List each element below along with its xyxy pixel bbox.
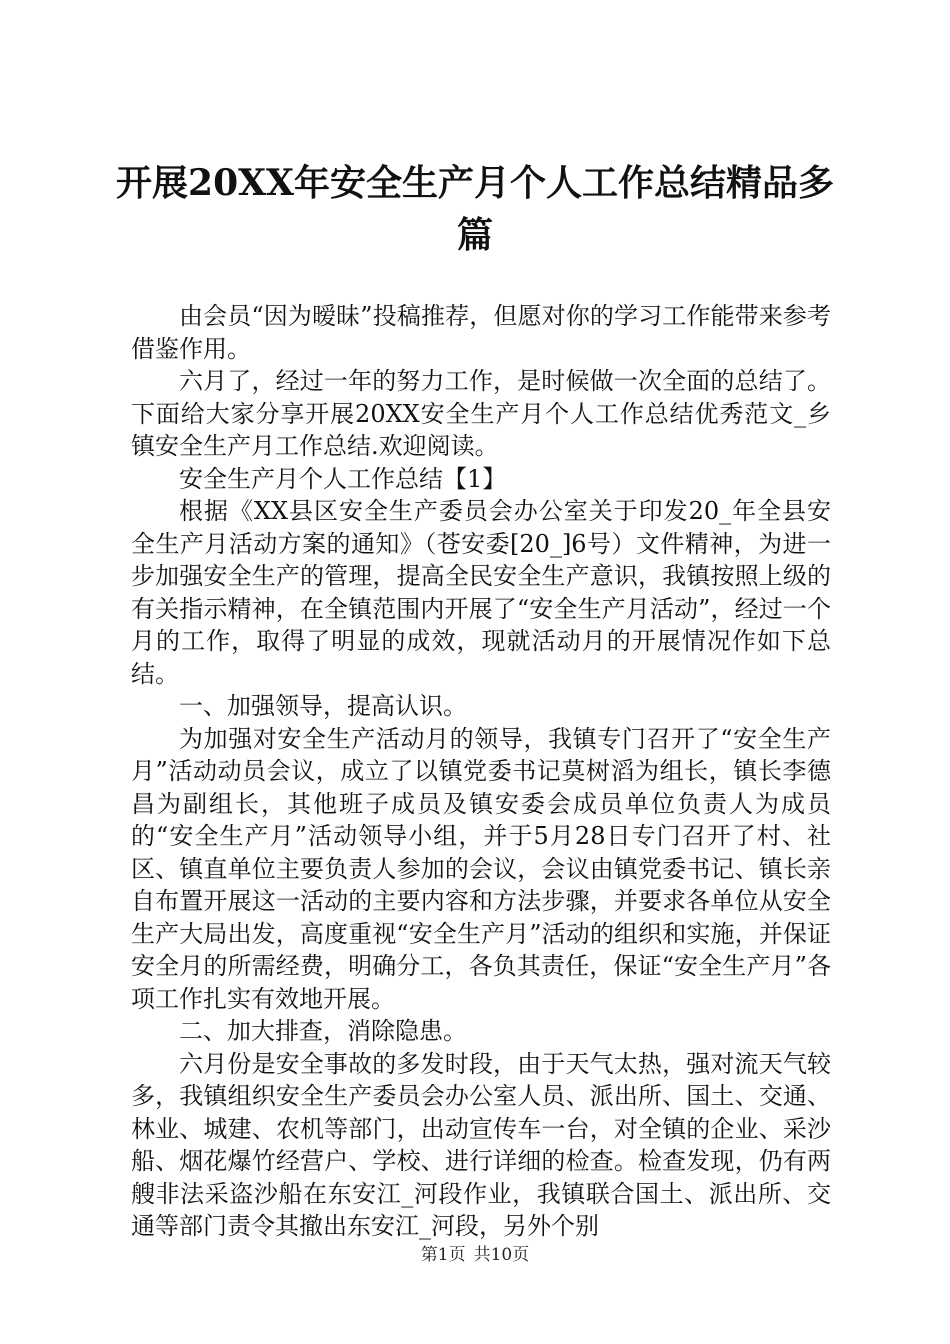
paragraph-intro: 由会员“因为暧昧”投稿推荐，但愿对你的学习工作能带来参考借鉴作用。 (131, 302, 831, 363)
subheading-leadership: 一、加强领导，提高认识。 (179, 692, 467, 720)
document-title: 开展20XX年安全生产月个人工作总结精品多篇 (116, 162, 834, 256)
paragraph-opening: 六月了，经过一年的努力工作，是时候做一次全面的总结了。下面给大家分享开展20XX安全生产月个人工作总结优秀范文_乡镇安全生产月工作总结.欢迎阅读。 (131, 367, 831, 460)
page-total: 共10页 (473, 1245, 530, 1265)
paragraph-basis: 根据《XX县区安全生产委员会办公室关于印发20_年全县安全生产月活动方案的通知》（苍安委[20_]6号）文件精神，为进一步加强安全生产的管理，提高全民安全生产意识，我镇按照上级的有关指示精神，在全镇范围内开展了“安全生产月活动”，经过一个月的工作，取得了明显的成效，现就活动月的开展情况作如下总结。 (131, 497, 831, 688)
section-heading-1: 安全生产月个人工作总结【1】 (179, 464, 507, 493)
page-footer (0, 1244, 950, 1266)
paragraph-leadership: 为加强对安全生产活动月的领导，我镇专门召开了“安全生产月”活动动员会议，成立了以镇党委书记莫树滔为组长，镇长李德昌为副组长，其他班子成员及镇安委会成员单位负责人为成员的“安全生产月”活动领导小组，并于5月28日专门召开了村、社区、镇直单位主要负责人参加的会议，会议由镇党委书记、镇长亲自布置开展这一活动的主要内容和方法步骤，并要求各单位从安全生产大局出发，高度重视“安全生产月”活动的组织和实施，并保证安全月的所需经费，明确分工，各负其责任，保证“安全生产月”各项工作扎实有效地开展。 (131, 724, 831, 1013)
document-body (131, 300, 831, 1243)
page-number: 第1页 (420, 1245, 466, 1265)
paragraph-inspection: 六月份是安全事故的多发时段，由于天气太热，强对流天气较多，我镇组织安全生产委员会办公室人员、派出所、国土、交通、林业、城建、农机等部门，出动宣传车一台，对全镇的企业、采沙船、烟花爆竹经营户、学校、进行详细的检查。检查发现，仍有两艘非法采盗沙船在东安江_河段作业，我镇联合国土、派出所、交通等部门责令其撤出东安江_河段，另外个别 (131, 1049, 831, 1240)
subheading-inspection: 二、加大排查，消除隐患。 (179, 1017, 467, 1045)
